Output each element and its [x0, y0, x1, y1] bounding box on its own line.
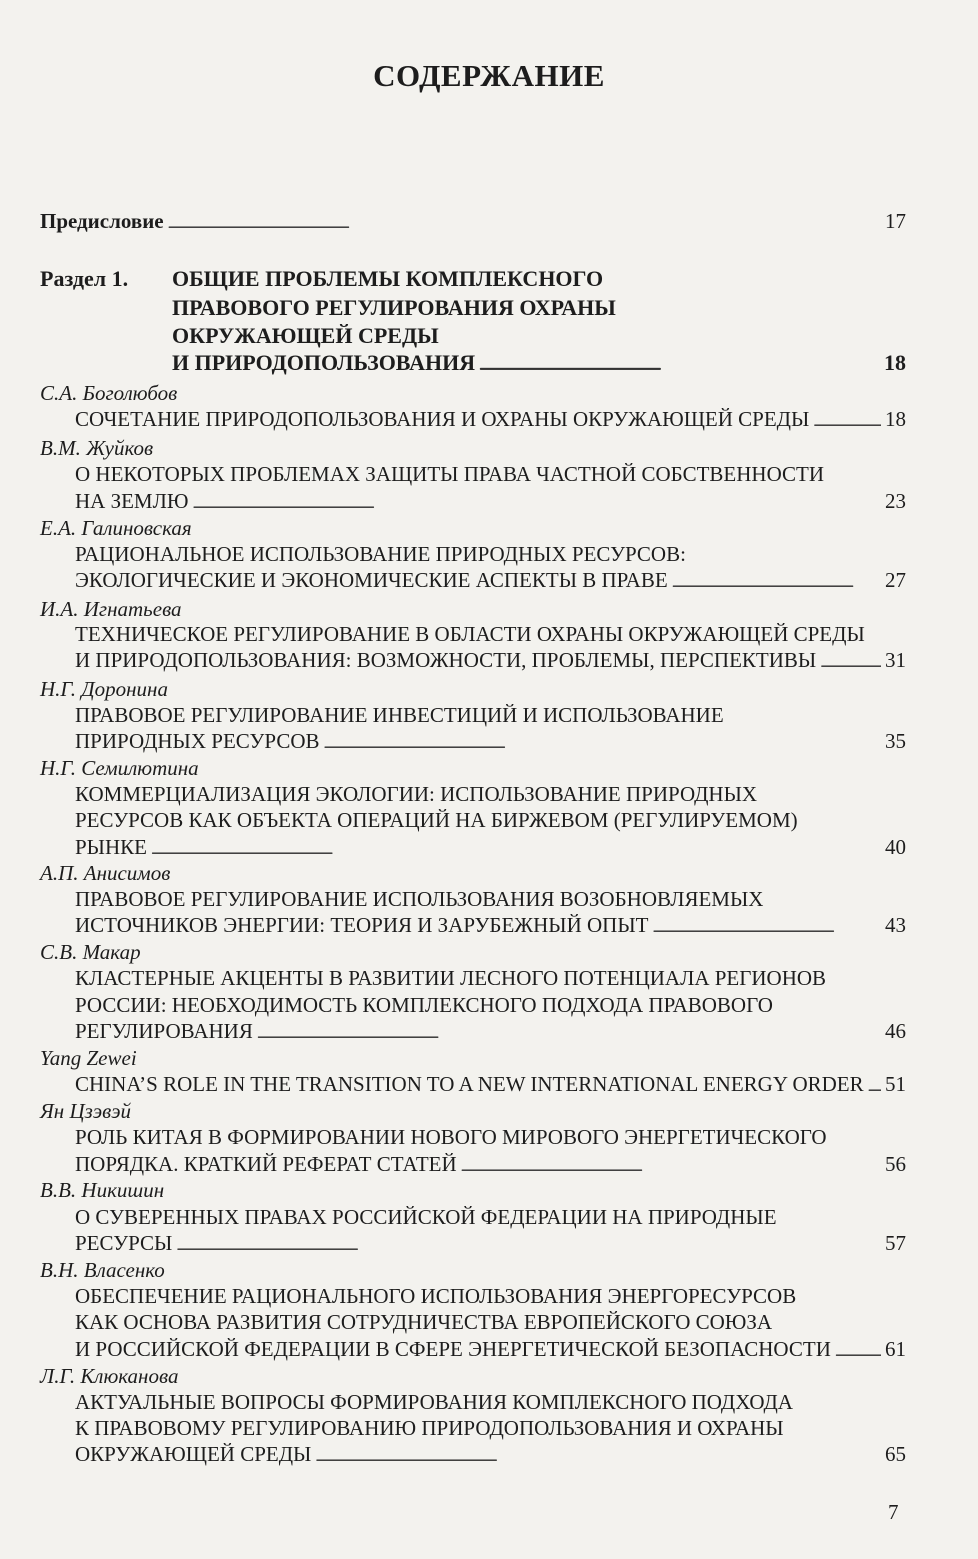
- leader-dots: [324, 729, 881, 754]
- entry-page: 57: [885, 1231, 906, 1255]
- entry-author: А.П. Анисимов: [40, 861, 171, 885]
- entry-title-line: СОЧЕТАНИЕ ПРИРОДОПОЛЬЗОВАНИЯ И ОХРАНЫ ОКРУЖАЮЩЕЙ СРЕДЫ: [75, 407, 810, 431]
- preface-page: 17: [885, 209, 906, 233]
- entry-title-line: КАК ОСНОВА РАЗВИТИЯ СОТРУДНИЧЕСТВА ЕВРОПЕЙСКОГО СОЮЗА: [75, 1310, 773, 1334]
- entry-title-last: [75, 1019, 906, 1044]
- entry-title-last: [75, 568, 906, 593]
- entry-title-line: ПОРЯДКА. КРАТКИЙ РЕФЕРАТ СТАТЕЙ: [75, 1152, 457, 1176]
- leader-dots: [315, 1442, 881, 1467]
- entry-author: И.А. Игнатьева: [40, 597, 182, 621]
- section-title-line: ОБЩИЕ ПРОБЛЕМЫ КОМПЛЕКСНОГО: [172, 266, 604, 291]
- entry-title-line: К ПРАВОВОМУ РЕГУЛИРОВАНИЮ ПРИРОДОПОЛЬЗОВАНИЯ И ОХРАНЫ: [75, 1416, 784, 1440]
- entry-title-line: РЫНКЕ: [75, 835, 147, 859]
- page-title: СОДЕРЖАНИЕ: [373, 58, 605, 93]
- entry-author: Е.А. Галиновская: [40, 516, 192, 540]
- entry-title-line: О СУВЕРЕННЫХ ПРАВАХ РОССИЙСКОЙ ФЕДЕРАЦИИ НА ПРИРОДНЫЕ: [75, 1205, 777, 1229]
- entry-title-line: КОММЕРЦИАЛИЗАЦИЯ ЭКОЛОГИИ: ИСПОЛЬЗОВАНИЕ ПРИРОДНЫХ: [75, 782, 758, 806]
- section-title-line: И ПРИРОДОПОЛЬЗОВАНИЯ: [172, 350, 476, 375]
- entry-author: Ян Цзэвэй: [40, 1099, 131, 1123]
- entry-page: 35: [885, 729, 906, 753]
- section-page: 18: [884, 350, 906, 375]
- entry-author: Н.Г. Доронина: [40, 677, 168, 701]
- entry-title-last: [75, 1231, 906, 1256]
- leader-dots: [168, 209, 881, 234]
- entry-author: В.В. Никишин: [40, 1178, 165, 1202]
- leader-dots: [461, 1152, 881, 1177]
- entry-title-last: [75, 1152, 906, 1177]
- entry-title-line: РАЦИОНАЛЬНОЕ ИСПОЛЬЗОВАНИЕ ПРИРОДНЫХ РЕСУРСОВ:: [75, 542, 686, 566]
- entry-title-line: ОКРУЖАЮЩЕЙ СРЕДЫ: [75, 1442, 312, 1466]
- entry-title-line: КЛАСТЕРНЫЕ АКЦЕНТЫ В РАЗВИТИИ ЛЕСНОГО ПОТЕНЦИАЛА РЕГИОНОВ: [75, 966, 827, 990]
- entry-title-line: АКТУАЛЬНЫЕ ВОПРОСЫ ФОРМИРОВАНИЯ КОМПЛЕКСНОГО ПОДХОДА: [75, 1390, 793, 1414]
- entry-author: Л.Г. Клюканова: [40, 1364, 179, 1388]
- entry-title-last: [75, 489, 906, 514]
- entry-title-line: И ПРИРОДОПОЛЬЗОВАНИЯ: ВОЗМОЖНОСТИ, ПРОБЛЕМЫ, ПЕРСПЕКТИВЫ: [75, 648, 817, 672]
- entry-title-last: [75, 729, 906, 754]
- leader-dots: [672, 568, 881, 593]
- entry-author: В.М. Жуйков: [40, 436, 154, 460]
- entry-author: Yang Zewei: [40, 1046, 137, 1070]
- entry-title-line: ЭКОЛОГИЧЕСКИЕ И ЭКОНОМИЧЕСКИЕ АСПЕКТЫ В ПРАВЕ: [75, 568, 668, 592]
- entry-title-last: [75, 1337, 906, 1362]
- section-last-line: [172, 350, 906, 376]
- entry-title-line: О НЕКОТОРЫХ ПРОБЛЕМАХ ЗАЩИТЫ ПРАВА ЧАСТНОЙ СОБСТВЕННОСТИ: [75, 462, 825, 486]
- preface-label: Предисловие: [40, 209, 164, 233]
- entry-title-line: РОЛЬ КИТАЯ В ФОРМИРОВАНИИ НОВОГО МИРОВОГО ЭНЕРГЕТИЧЕСКОГО: [75, 1125, 827, 1149]
- leader-dots: [813, 407, 881, 432]
- entry-title-last: [75, 648, 906, 673]
- entry-title-last: [75, 913, 906, 938]
- leader-dots: [151, 835, 881, 860]
- leader-dots: [257, 1019, 881, 1044]
- entry-title-line: ОБЕСПЕЧЕНИЕ РАЦИОНАЛЬНОГО ИСПОЛЬЗОВАНИЯ ЭНЕРГОРЕСУРСОВ: [75, 1284, 797, 1308]
- leader-dots: [835, 1337, 881, 1362]
- entry-page: 46: [885, 1019, 906, 1043]
- entry-page: 18: [885, 407, 906, 431]
- entry-title-last: [75, 1442, 906, 1467]
- entry-page: 61: [885, 1337, 906, 1361]
- entry-author: С.В. Макар: [40, 940, 141, 964]
- entry-title-line: РЕГУЛИРОВАНИЯ: [75, 1019, 253, 1043]
- entry-title-line: РЕСУРСОВ КАК ОБЪЕКТА ОПЕРАЦИЙ НА БИРЖЕВОМ (РЕГУЛИРУЕМОМ): [75, 808, 798, 832]
- entry-title-line: CHINA’S ROLE IN THE TRANSITION TO A NEW INTERNATIONAL ENERGY ORDER: [75, 1072, 864, 1096]
- entry-title-line: ПРАВОВОЕ РЕГУЛИРОВАНИЕ ИНВЕСТИЦИЙ И ИСПОЛЬЗОВАНИЕ: [75, 703, 724, 727]
- entry-page: 27: [885, 568, 906, 592]
- entry-title-line: И РОССИЙСКОЙ ФЕДЕРАЦИИ В СФЕРЕ ЭНЕРГЕТИЧЕСКОЙ БЕЗОПАСНОСТИ: [75, 1337, 831, 1361]
- entry-page: 65: [885, 1442, 906, 1466]
- entry-page: 31: [885, 648, 906, 672]
- entry-page: 23: [885, 489, 906, 513]
- entry-page: 40: [885, 835, 906, 859]
- entry-author: С.А. Боголюбов: [40, 381, 178, 405]
- page-number: 7: [888, 1500, 899, 1524]
- entry-title-line: НА ЗЕМЛЮ: [75, 489, 189, 513]
- section-title-line: ОКРУЖАЮЩЕЙ СРЕДЫ: [172, 323, 439, 348]
- leader-dots: [868, 1072, 881, 1097]
- entry-title-line: РОССИИ: НЕОБХОДИМОСТЬ КОМПЛЕКСНОГО ПОДХОДА ПРАВОВОГО: [75, 993, 773, 1017]
- entry-page: 51: [885, 1072, 906, 1096]
- entry-title-last: [75, 407, 906, 432]
- leader-dots: [820, 648, 881, 673]
- entry-title-line: ПРИРОДНЫХ РЕСУРСОВ: [75, 729, 320, 753]
- entry-title-line: ТЕХНИЧЕСКОЕ РЕГУЛИРОВАНИЕ В ОБЛАСТИ ОХРАНЫ ОКРУЖАЮЩЕЙ СРЕДЫ: [75, 622, 865, 646]
- leader-dots: [192, 489, 881, 514]
- entry-title-line: ИСТОЧНИКОВ ЭНЕРГИИ: ТЕОРИЯ И ЗАРУБЕЖНЫЙ ОПЫТ: [75, 913, 649, 937]
- entry-title-line: ПРАВОВОЕ РЕГУЛИРОВАНИЕ ИСПОЛЬЗОВАНИЯ ВОЗОБНОВЛЯЕМЫХ: [75, 887, 764, 911]
- leader-dots: [176, 1231, 881, 1256]
- entry-title-line: РЕСУРСЫ: [75, 1231, 173, 1255]
- leader-dots: [652, 913, 881, 938]
- entry-author: Н.Г. Семилютина: [40, 756, 199, 780]
- leader-dots: [479, 350, 880, 376]
- section-label: Раздел 1.: [40, 266, 129, 291]
- entry-page: 43: [885, 913, 906, 937]
- entry-page: 56: [885, 1152, 906, 1176]
- entry-title-last: [75, 835, 906, 860]
- entry-author: В.Н. Власенко: [40, 1258, 165, 1282]
- entry-title-last: [75, 1072, 906, 1097]
- section-title-line: ПРАВОВОГО РЕГУЛИРОВАНИЯ ОХРАНЫ: [172, 295, 616, 320]
- toc-preface: [40, 209, 906, 234]
